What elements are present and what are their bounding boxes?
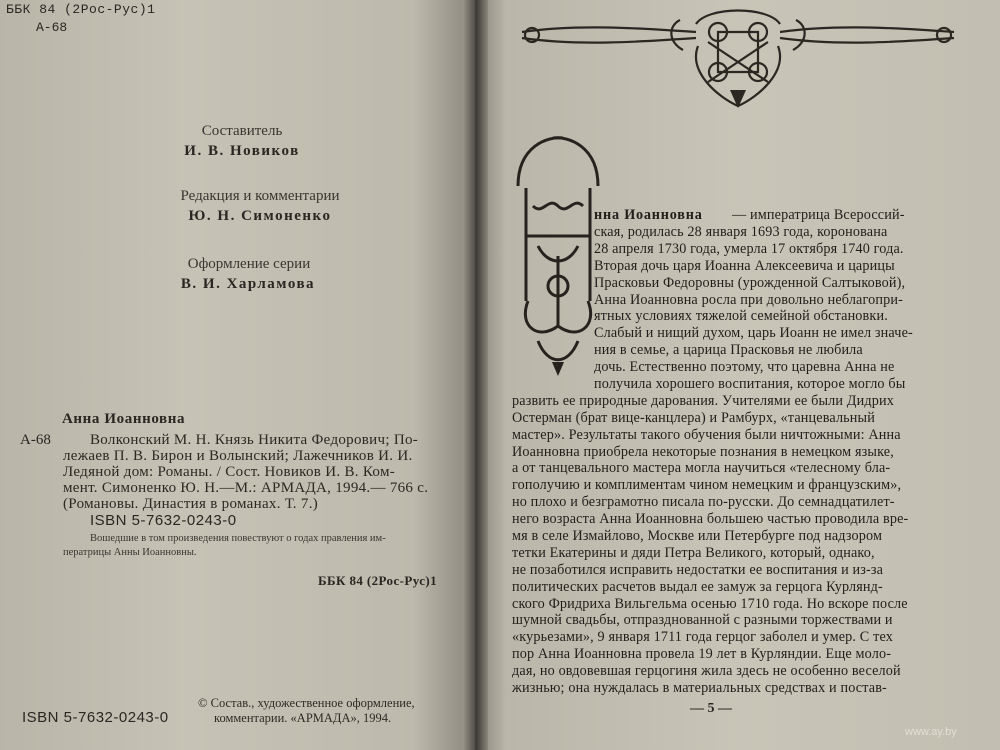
body-line: но плохо и безграмотно писала по-русски. До семнадцатилет- [512, 494, 895, 511]
body-line: ского Фридриха Вильгельма осенью 1710 года. Но вскоре после [512, 595, 908, 612]
isbn-bottom: ISBN 5-7632-0243-0 [22, 709, 169, 726]
body-line: не позаботился исправить недостатки ее воспитания и из-за [512, 561, 884, 578]
body-line: Иоанновна приобрела некоторые познания в немецком языке, [512, 443, 894, 460]
body-line: него возраста Анна Иоанновна большею частью проводила вре- [512, 511, 909, 528]
body-line: получила хорошего воспитания, которое могло бы [594, 375, 906, 392]
credit-role-editor: Редакция и комментарии [180, 188, 340, 204]
copyright-line: © Состав., художественное оформление, [198, 696, 415, 710]
page-number: — 5 — [690, 701, 732, 716]
body-line: Анна Иоанновна росла при довольно неблагопри- [594, 291, 903, 308]
credit-name-design: В. И. Харламова [180, 276, 316, 292]
credit-role-design: Оформление серии [187, 256, 311, 272]
body-line: ская, родилась 28 января 1693 года, коронована [594, 223, 888, 240]
bbk-code-bottom: ББК 84 (2Рос-Рус)1 [318, 573, 438, 588]
body-line: гополучию и комплиментам чином немецким и французским», [512, 477, 902, 494]
body-line: а от танцевального мастера могла научиться «телесному бла- [512, 460, 891, 477]
catalog-line: Ледяной дом: Романы. / Сост. Новиков И. В. Ком- [63, 464, 396, 480]
body-line: ятных условиях тяжелой семейной обстановки. [594, 308, 888, 325]
credit-name-compiler: И. В. Новиков [184, 143, 300, 159]
bbk-code-top: ББК 84 (2Рос-Рус)1 [6, 2, 156, 17]
annotation-line: ператрицы Анны Иоанновны. [63, 547, 197, 558]
annotation-line: Вошедшие в том произведения повествуют о годах правления им- [90, 533, 386, 544]
body-line: — императрица Всероссий- [732, 207, 905, 223]
catalog-isbn: ISBN 5-7632-0243-0 [90, 512, 237, 529]
catalog-line: мент. Симоненко Ю. Н.—М.: АРМАДА, 1994.— 766 с. [63, 480, 429, 496]
body-line: Слабый и нищий духом, царь Иоанн не имел значе- [594, 325, 913, 342]
catalog-line: лежаев П. В. Бирон и Волынский; Лажечников И. И. [63, 448, 413, 464]
body-line: 28 апреля 1730 года, умерла 17 октября 1740 года. [594, 240, 904, 257]
knotwork-ornament-icon [518, 2, 958, 112]
body-line: мастер». Результаты такого обучения были ничтожными: Анна [512, 426, 901, 443]
body-line: Остерман (брат вице-канцлера) и Рамбурх, «танцевальный [512, 409, 875, 426]
body-line: тетки Екатерины и дяди Петра Великого, который, однако, [512, 544, 875, 561]
catalog-code: А-68 [20, 432, 51, 448]
catalog-line: Волконский М. Н. Князь Никита Федорович; По- [90, 432, 419, 448]
body-line: дая, но овдовевшая герцогиня жила здесь не особенно веселой [512, 663, 901, 680]
author-code-top: А-68 [36, 20, 68, 35]
decorative-letter-a-icon [508, 126, 608, 376]
body-line: ния в семье, а царица Прасковья не любила [594, 342, 863, 359]
left-page [0, 0, 470, 750]
body-line: шумной свадьбы, отпразднованной с разными торжествами и [512, 612, 893, 629]
body-line: мя в селе Измайлово, Москве или Петербурге под надзором [512, 528, 883, 544]
body-line: Вторая дочь царя Иоанна Алексеевича и царицы [594, 257, 895, 274]
credit-name-editor: Ю. Н. Симоненко [188, 208, 332, 224]
body-line: «курьезами», 9 января 1711 года герцог заболел и умер. С тех [512, 629, 893, 646]
body-line: пор Анна Иоанновна провела 19 лет в Курляндии. Еще моло- [512, 646, 892, 663]
body-line: дочь. Естественно поэтому, что царевна Анна не [594, 359, 895, 375]
copyright-line: комментарии. «АРМАДА», 1994. [214, 711, 392, 725]
catalog-line: (Романовы. Династия в романах. Т. 7.) [63, 496, 319, 512]
lead-words: нна Иоанновна [594, 207, 703, 223]
catalog-title: Анна Иоанновна [62, 411, 186, 427]
body-line: жизнью; она нуждалась в материальных средствах и постав- [512, 680, 887, 696]
credit-role-compiler: Составитель [201, 123, 283, 139]
body-line: политических расчетов выдал ее замуж за герцога Курлянд- [512, 578, 883, 595]
body-line: развить ее природные дарования. Учителями ее были Дидрих [512, 392, 894, 409]
watermark: www.ay.by [905, 726, 957, 738]
book-gutter [462, 0, 488, 750]
body-line: Прасковьи Федоровны (урожденной Салтыковой), [594, 274, 906, 291]
